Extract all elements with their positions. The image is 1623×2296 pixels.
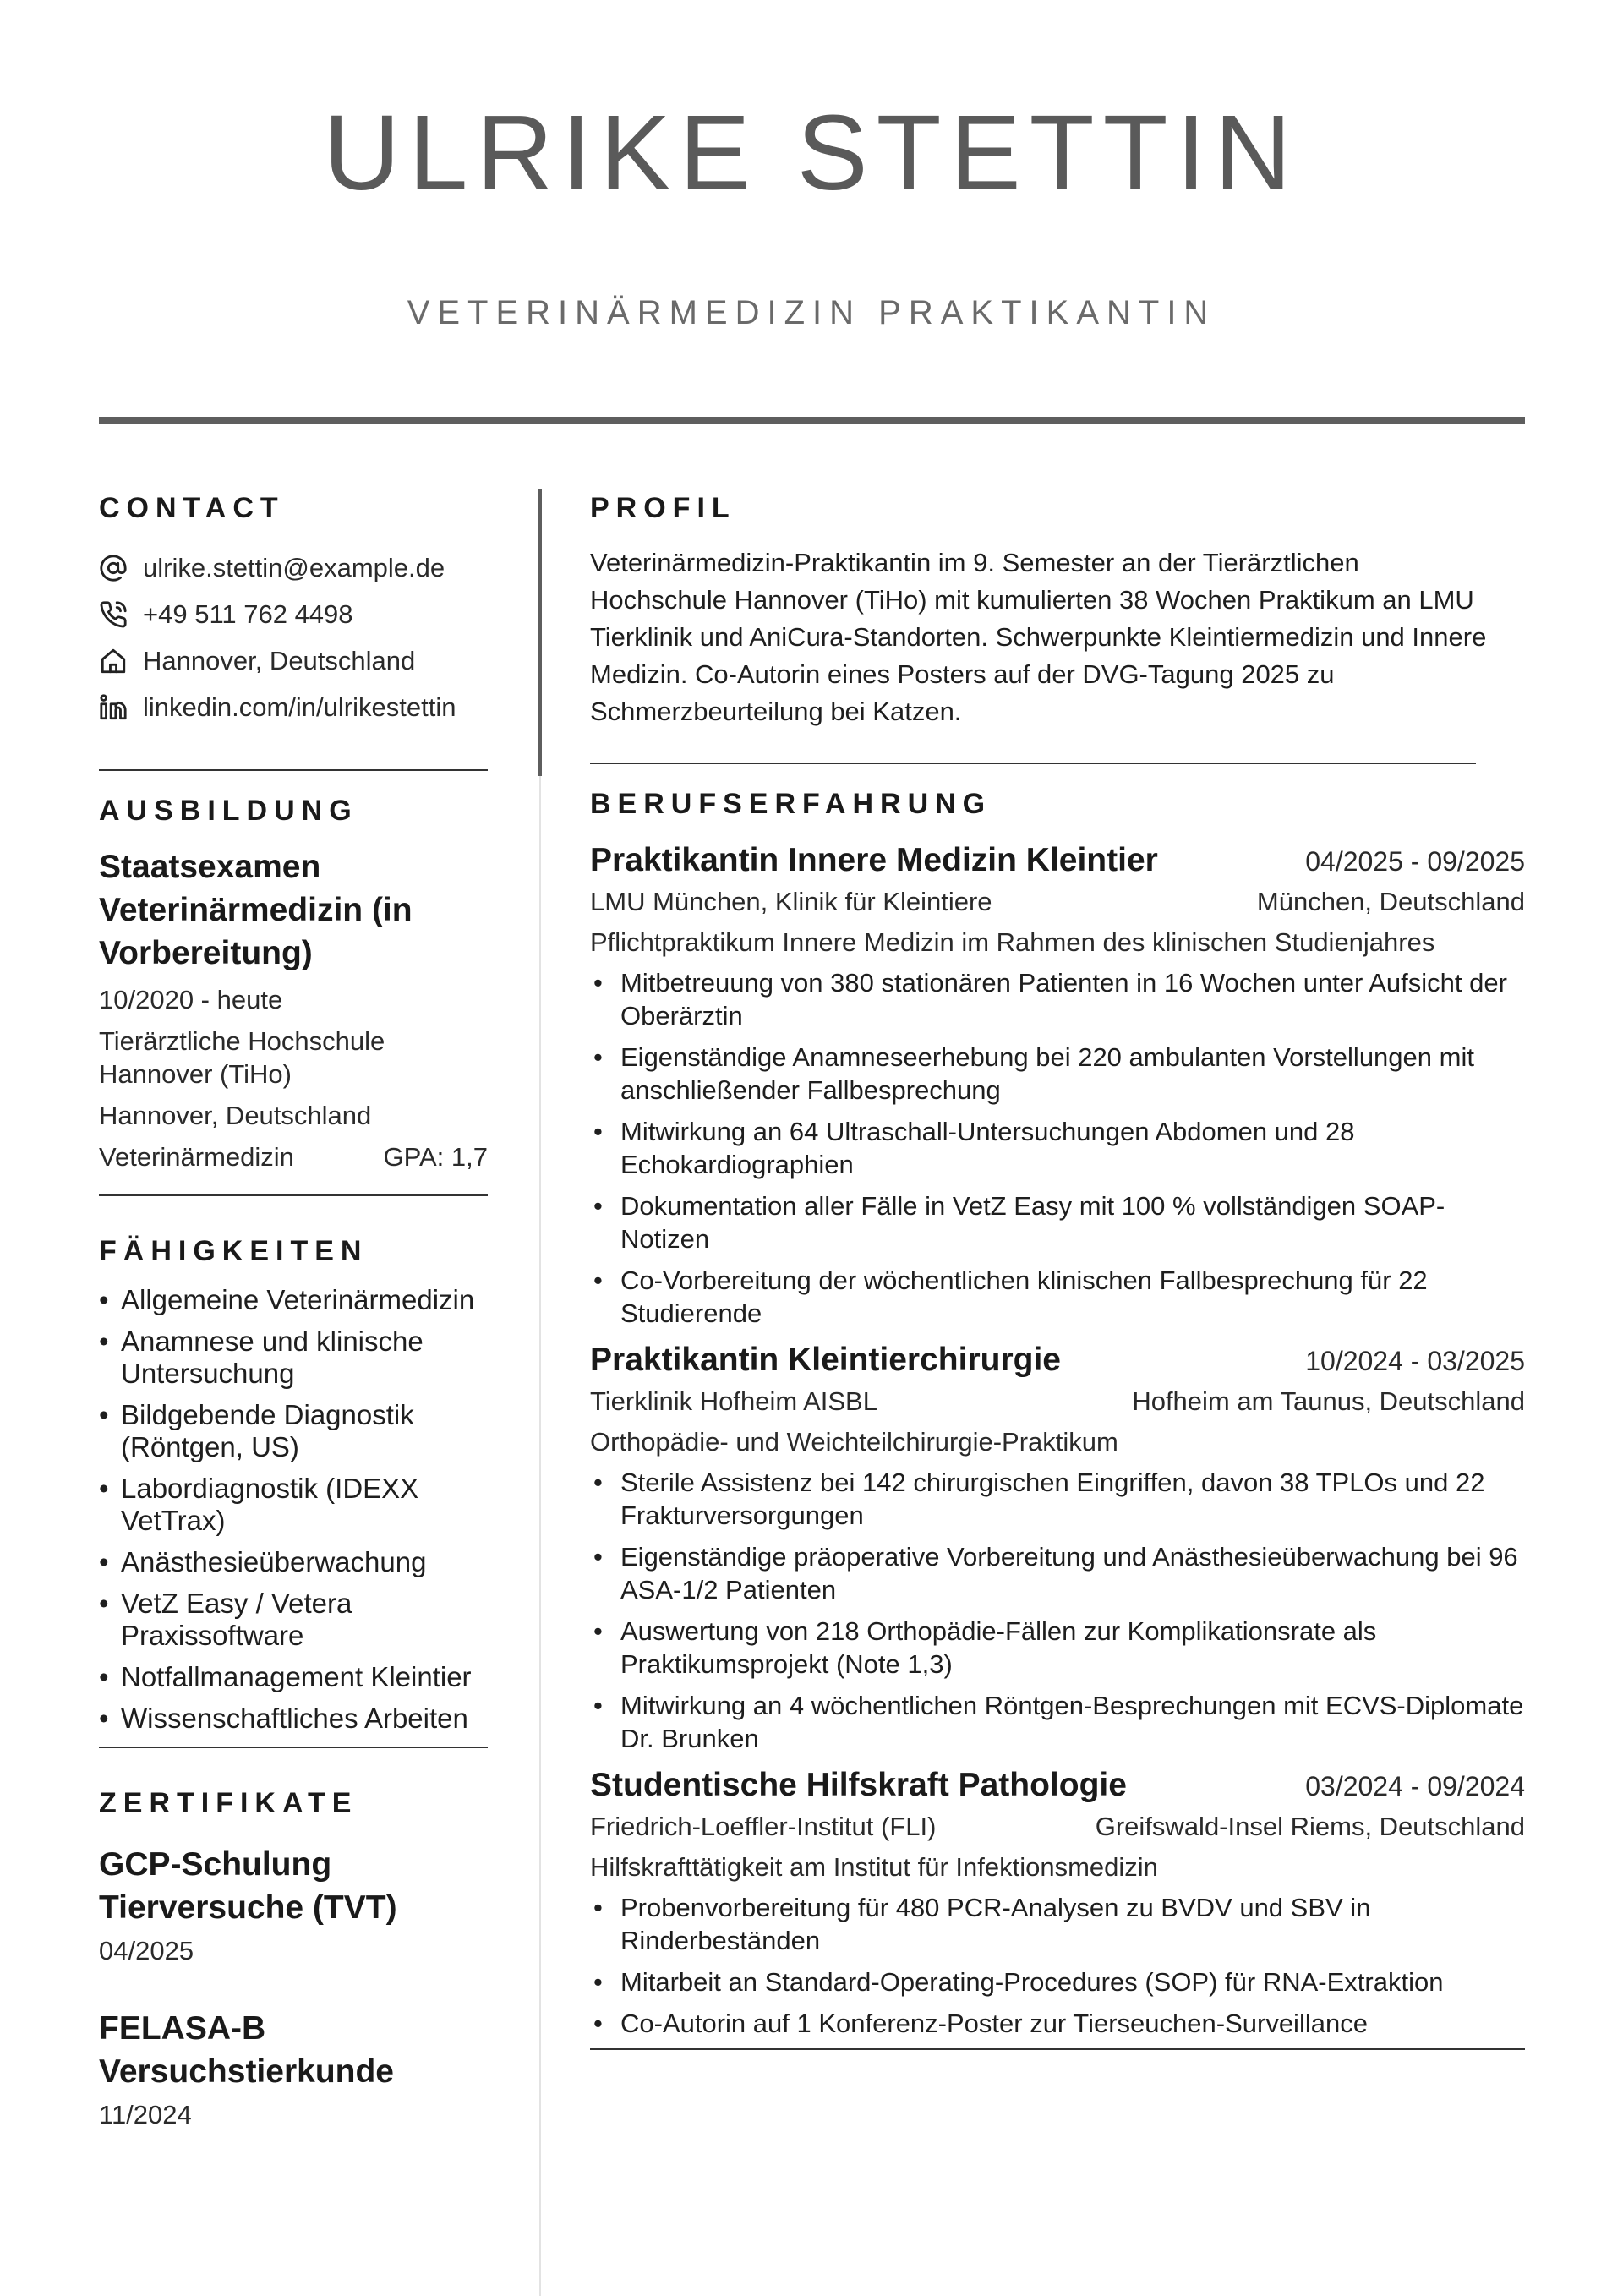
contact-list xyxy=(99,544,488,730)
skill-item: • Bildgebende Diagnostik (Röntgen, US) xyxy=(99,1399,488,1463)
education-field: Veterinärmedizin xyxy=(99,1142,294,1172)
contact-email[interactable] xyxy=(99,544,488,591)
job-entry-title: Praktikantin Kleintierchirurgie xyxy=(590,1342,1061,1378)
contact-section xyxy=(99,494,488,730)
education-field-row xyxy=(99,1140,488,1173)
job-description: Pflichtpraktikum Innere Medizin im Rahmen des klinischen Studienjahres xyxy=(590,927,1435,957)
section-title-experience: BERUFSERFAHRUNG xyxy=(590,788,992,820)
skill-item: • Labordiagnostik (IDEXX VetTrax) xyxy=(99,1473,488,1537)
section-title-certificates: ZERTIFIKATE xyxy=(99,1787,358,1819)
job-bullet: • Eigenständige präoperative Vorbereitung und Anästhesieüberwachung bei 96 ASA-1/2 Patienten xyxy=(590,1540,1525,1606)
header-divider xyxy=(99,417,1525,424)
job-bullet-list xyxy=(590,1891,1525,2040)
job-bullet: • Dokumentation aller Fälle in VetZ Easy mit 100 % vollständigen SOAP-Notizen xyxy=(590,1189,1525,1255)
contact-location-text: Hannover, Deutschland xyxy=(143,645,416,675)
job-employer: Friedrich-Loeffler-Institut (FLI) xyxy=(590,1812,937,1841)
section-title-education: AUSBILDUNG xyxy=(99,795,358,827)
profile-text: Veterinärmedizin-Praktikantin im 9. Semester an der Tierärztlichen Hochschule Hannover (TiHo) mit kumulierten 38 Wochen Praktikum an LMU Tierklinik und AniCura-Standorten. Schwerpunkte Kleintiermedizin und Innere Medizin. Co-Autorin eines Posters auf der DVG-Tagung 2025 zu Schmerzbeurteilung bei Katzen. xyxy=(590,548,1487,726)
education-section xyxy=(99,796,488,1173)
job-subheader xyxy=(590,885,1525,919)
job-date: 04/2025 - 09/2025 xyxy=(1305,846,1525,877)
job-employer: Tierklinik Hofheim AISBL xyxy=(590,1386,877,1416)
job-title: VETERINÄRMEDIZIN PRAKTIKANTIN xyxy=(407,294,1216,331)
certificate-date: 11/2024 xyxy=(99,2100,192,2129)
candidate-name: ULRIKE STETTIN xyxy=(323,93,1300,212)
section-divider xyxy=(99,769,488,771)
column-divider xyxy=(538,489,542,776)
left-column xyxy=(99,494,488,2132)
certificate-date: 04/2025 xyxy=(99,1936,194,1965)
certificate-name: GCP-Schulung Tierversuche (TVT) xyxy=(99,1846,397,1926)
job-subheader xyxy=(590,1810,1525,1844)
section-divider xyxy=(590,2048,1525,2050)
education-date: 10/2020 - heute xyxy=(99,985,283,1014)
job-entry xyxy=(590,840,1525,1330)
column-divider-light xyxy=(539,776,541,2296)
job-description: Orthopädie- und Weichteilchirurgie-Praktikum xyxy=(590,1427,1118,1457)
skill-item: • Notfallmanagement Kleintier xyxy=(99,1661,488,1693)
certificate-name: FELASA-B Versuchstierkunde xyxy=(99,2010,394,2090)
job-bullet-list xyxy=(590,966,1525,1330)
skill-item: • Anästhesieüberwachung xyxy=(99,1546,488,1578)
contact-phone-text: +49 511 762 4498 xyxy=(143,599,353,629)
job-bullet: • Mitwirkung an 4 wöchentlichen Röntgen-Besprechungen mit ECVS-Diplomate Dr. Brunken xyxy=(590,1689,1525,1755)
job-header xyxy=(590,840,1525,881)
contact-linkedin-text: linkedin.com/in/ulrikestettin xyxy=(143,692,456,722)
certificate-item xyxy=(99,1843,488,1968)
job-description: Hilfskrafttätigkeit am Institut für Infektionsmedizin xyxy=(590,1852,1158,1882)
at-icon xyxy=(99,554,143,582)
job-bullet: • Mitbetreuung von 380 stationären Patienten in 16 Wochen unter Aufsicht der Oberärztin xyxy=(590,966,1525,1032)
profile-section xyxy=(590,494,1525,730)
phone-icon xyxy=(99,600,143,629)
job-entry-title: Praktikantin Innere Medizin Kleintier xyxy=(590,842,1158,878)
job-entry xyxy=(590,1765,1525,2040)
certificate-item xyxy=(99,2007,488,2132)
experience-section xyxy=(590,790,1525,2050)
job-entry xyxy=(590,1340,1525,1755)
contact-phone[interactable] xyxy=(99,591,488,637)
skill-item: • Allgemeine Veterinärmedizin xyxy=(99,1284,488,1316)
section-divider xyxy=(590,763,1476,764)
job-header xyxy=(590,1765,1525,1806)
job-bullet: • Mitarbeit an Standard-Operating-Procedures (SOP) für RNA-Extraktion xyxy=(590,1965,1525,1998)
section-divider xyxy=(99,1194,488,1196)
linkedin-icon xyxy=(99,693,143,722)
job-bullet: • Co-Autorin auf 1 Konferenz-Poster zur Tierseuchen-Surveillance xyxy=(590,2007,1525,2040)
certificates-section xyxy=(99,1789,488,2132)
section-title-skills: FÄHIGKEITEN xyxy=(99,1235,369,1267)
job-bullet-list xyxy=(590,1466,1525,1755)
right-column xyxy=(590,494,1525,2050)
job-date: 10/2024 - 03/2025 xyxy=(1305,1346,1525,1376)
education-degree: Staatsexamen Veterinärmedizin (in Vorbereitung) xyxy=(99,849,413,971)
section-divider xyxy=(99,1747,488,1748)
skill-item: • Anamnese und klinische Untersuchung xyxy=(99,1326,488,1390)
job-entry-title: Studentische Hilfskraft Pathologie xyxy=(590,1767,1127,1803)
contact-location xyxy=(99,637,488,684)
job-subheader xyxy=(590,1385,1525,1419)
job-date: 03/2024 - 09/2024 xyxy=(1305,1771,1525,1801)
education-school: Tierärztliche Hochschule Hannover (TiHo) xyxy=(99,1026,385,1089)
skill-item: • VetZ Easy / Vetera Praxissoftware xyxy=(99,1588,488,1652)
job-location: Greifswald-Insel Riems, Deutschland xyxy=(1095,1812,1525,1841)
job-employer: LMU München, Klinik für Kleintiere xyxy=(590,887,992,916)
job-bullet: • Sterile Assistenz bei 142 chirurgischen Eingriffen, davon 38 TPLOs und 22 Frakturversorgungen xyxy=(590,1466,1525,1532)
section-title-contact: CONTACT xyxy=(99,492,285,524)
contact-email-text: ulrike.stettin@example.de xyxy=(143,552,445,582)
job-bullet: • Co-Vorbereitung der wöchentlichen klinischen Fallbesprechung für 22 Studierende xyxy=(590,1264,1525,1330)
skill-item: • Wissenschaftliches Arbeiten xyxy=(99,1703,488,1735)
education-gpa: GPA: 1,7 xyxy=(383,1142,488,1172)
home-icon xyxy=(99,647,143,675)
contact-linkedin[interactable] xyxy=(99,684,488,730)
job-location: München, Deutschland xyxy=(1256,887,1525,916)
section-title-profile: PROFIL xyxy=(590,492,736,524)
job-bullet: • Auswertung von 218 Orthopädie-Fällen zur Komplikationsrate als Praktikumsprojekt (Note 1,3) xyxy=(590,1615,1525,1681)
job-bullet: • Probenvorbereitung für 480 PCR-Analysen zu BVDV und SBV in Rinderbeständen xyxy=(590,1891,1525,1957)
education-location: Hannover, Deutschland xyxy=(99,1101,372,1130)
skills-section xyxy=(99,1237,488,1735)
skills-list xyxy=(99,1284,488,1735)
job-header xyxy=(590,1340,1525,1380)
job-bullet: • Eigenständige Anamneseerhebung bei 220 ambulanten Vorstellungen mit anschließender Fallbesprechung xyxy=(590,1041,1525,1107)
job-location: Hofheim am Taunus, Deutschland xyxy=(1132,1386,1525,1416)
job-bullet: • Mitwirkung an 64 Ultraschall-Untersuchungen Abdomen und 28 Echokardiographien xyxy=(590,1115,1525,1181)
